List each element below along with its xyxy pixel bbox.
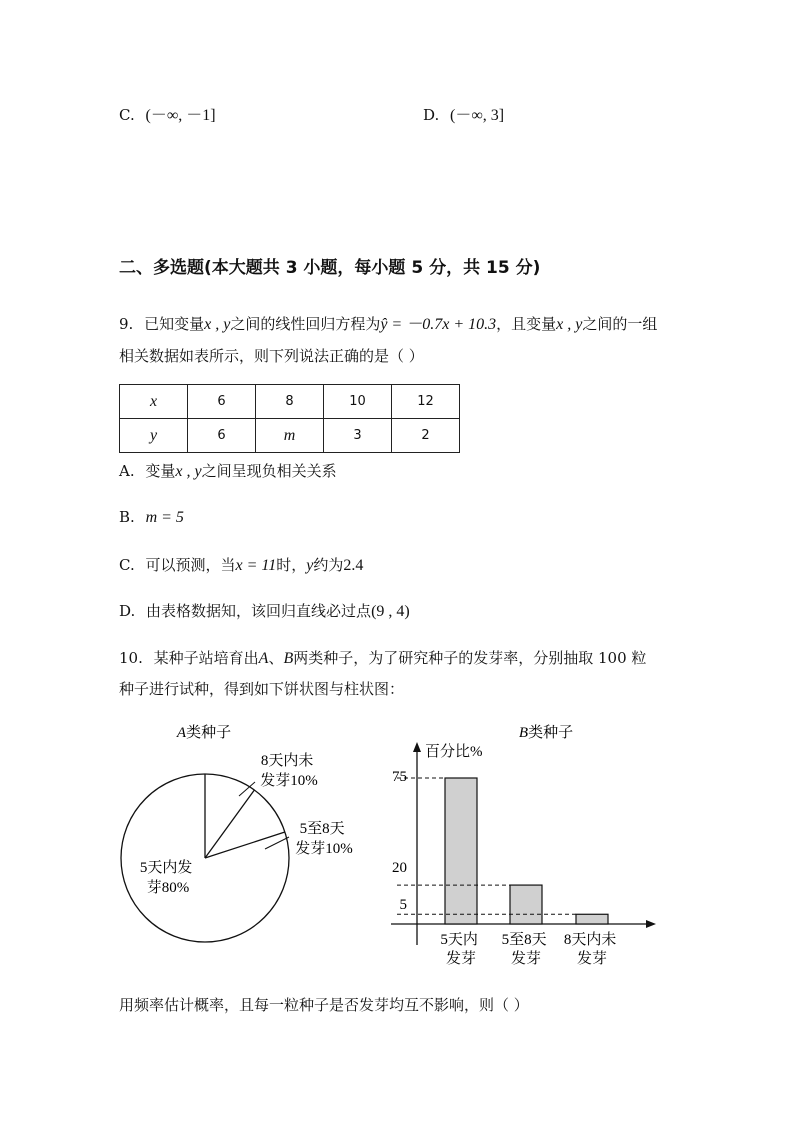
table-cell: x bbox=[120, 385, 188, 419]
option-label: C. bbox=[119, 556, 135, 574]
table-cell: m bbox=[256, 419, 324, 453]
pie-label-2: 8天内未 发芽10% bbox=[260, 753, 318, 789]
table-cell: 8 bbox=[256, 385, 324, 419]
y-tick-label: 20 bbox=[392, 860, 407, 876]
y-tick-label: 5 bbox=[399, 897, 407, 913]
bar bbox=[576, 914, 608, 924]
option-vars: x , y bbox=[175, 463, 202, 480]
x-tick-label: 8天内未 发芽 bbox=[563, 932, 617, 967]
option-text: 时， bbox=[276, 556, 307, 574]
table-cell: 6 bbox=[188, 419, 256, 453]
pie-slice-boundary bbox=[205, 790, 254, 858]
x-tick-label: 5天内 发芽 bbox=[440, 932, 478, 967]
q10-text: 、 bbox=[268, 649, 284, 667]
pie-chart bbox=[121, 723, 353, 942]
table-cell: 2 bbox=[392, 419, 460, 453]
x-axis-arrow bbox=[646, 920, 656, 928]
option-var: y bbox=[306, 557, 314, 574]
option-label: A. bbox=[119, 462, 135, 480]
q10-var: A bbox=[258, 650, 269, 667]
question-number: 10. bbox=[119, 649, 143, 667]
bar-chart bbox=[391, 723, 656, 967]
regression-equation: ŷ = －0.7x + 10.3 bbox=[380, 316, 497, 333]
option-expr: m = 5 bbox=[145, 509, 184, 526]
y-tick-label: 75 bbox=[392, 769, 407, 785]
table-cell: 6 bbox=[188, 385, 256, 419]
section-title: 二、多选题(本大题共 3 小题，每小题 5 分，共 15 分) bbox=[119, 258, 541, 278]
option-label: D. bbox=[119, 602, 136, 620]
y-axis-arrow bbox=[413, 742, 421, 752]
pie-title: A类种子 bbox=[176, 725, 232, 741]
q9-line2: 相关数据如表所示，则下列说法正确的是（ ） bbox=[119, 347, 424, 365]
pie-pointer-1 bbox=[265, 837, 289, 849]
option-value: (－∞, －1] bbox=[145, 107, 216, 124]
pie-label-0: 5天内发 芽80% bbox=[139, 860, 193, 896]
q9-text: ，且变量 bbox=[496, 315, 557, 333]
option-text: 约为 bbox=[313, 556, 344, 574]
option-value: 2.4 bbox=[343, 557, 364, 574]
q10-text: 两类种子，为了研究种子的发芽率，分别抽取 100 粒 bbox=[293, 649, 647, 667]
option-expr: x = 11 bbox=[235, 557, 277, 574]
option-text: 变量 bbox=[145, 462, 176, 480]
table-cell: 12 bbox=[392, 385, 460, 419]
option-label: C. bbox=[119, 106, 135, 124]
option-text: 由表格数据知，该回归直线必过点 bbox=[146, 602, 372, 620]
option-value: (－∞, 3] bbox=[450, 107, 505, 124]
y-axis-label: 百分比% bbox=[425, 744, 483, 760]
q9-vars: x , y bbox=[204, 316, 231, 333]
option-point: (9 , 4) bbox=[371, 603, 410, 620]
table-cell: 10 bbox=[324, 385, 392, 419]
q9-text: 之间的一组 bbox=[582, 315, 658, 333]
q10-final-line: 用频率估计概率，且每一粒种子是否发芽均互不影响，则（ ） bbox=[119, 996, 529, 1014]
table-cell: 3 bbox=[324, 419, 392, 453]
option-label: B. bbox=[119, 508, 135, 526]
bar bbox=[445, 778, 477, 924]
option-label: D. bbox=[423, 106, 440, 124]
bar-title: B类种子 bbox=[518, 725, 574, 741]
q10-text: 某种子站培育出 bbox=[153, 649, 259, 667]
option-text: 可以预测，当 bbox=[145, 556, 236, 574]
pie-label-1: 5至8天 发芽10% bbox=[295, 821, 353, 857]
q9-vars: x , y bbox=[556, 316, 583, 333]
q10-line2: 种子进行试种，得到如下饼状图与柱状图： bbox=[119, 680, 405, 698]
table-cell: y bbox=[120, 419, 188, 453]
option-text: 之间呈现负相关关系 bbox=[201, 462, 337, 480]
q10-var: B bbox=[283, 650, 294, 667]
q9-text: 已知变量 bbox=[144, 315, 205, 333]
question-number: 9. bbox=[119, 315, 134, 333]
q9-text: 之间的线性回归方程为 bbox=[230, 315, 381, 333]
x-tick-label: 5至8天 发芽 bbox=[501, 932, 547, 967]
bars-group bbox=[397, 778, 608, 924]
bar bbox=[510, 885, 542, 924]
